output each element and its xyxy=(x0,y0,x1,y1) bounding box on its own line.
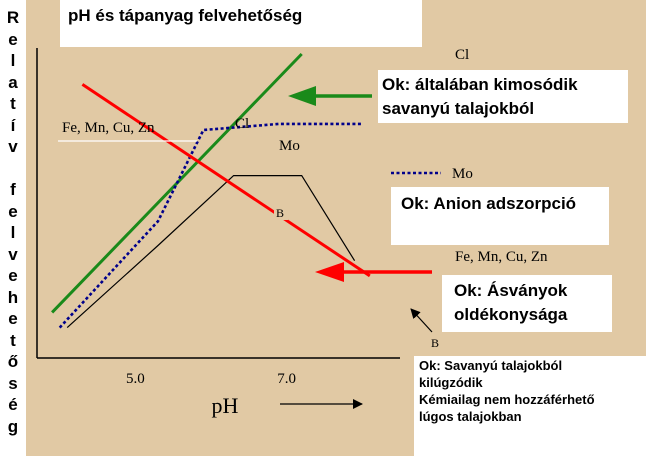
y-axis-label-letter: í xyxy=(10,115,16,135)
legend-fe-label: Fe, Mn, Cu, Zn xyxy=(455,249,548,265)
annotation-ok-fe xyxy=(442,275,612,332)
annotation-ok-cl-line2: savanyú talajokból xyxy=(382,99,535,118)
y-axis-label xyxy=(0,0,26,456)
line-label: B xyxy=(276,206,285,220)
y-axis-label-letter: f xyxy=(10,180,16,199)
line-label: Mo xyxy=(279,138,300,154)
y-axis-label-letter: é xyxy=(8,395,18,414)
line-label: Cl xyxy=(235,116,250,132)
chart-title: pH és tápanyag felvehetőség xyxy=(68,6,303,25)
annotation-ok-cl-line1: Ok: általában kimosódik xyxy=(382,75,578,94)
line-label: Fe, Mn, Cu, Zn xyxy=(62,120,155,136)
y-axis-label-letter: v xyxy=(8,137,18,156)
y-axis-label-letter: R xyxy=(6,8,20,27)
legend-cl-label: Cl xyxy=(455,47,470,63)
annotation-ok-mo xyxy=(391,187,609,245)
y-axis-label-letter: l xyxy=(10,51,16,70)
y-axis-label-letter: v xyxy=(8,244,18,264)
annotation-ok-b-line1: Savanyú talajokból xyxy=(444,358,563,373)
y-axis-label-letter: a xyxy=(8,72,18,92)
annotation-ok-fe-line2: oldékonysága xyxy=(454,305,568,324)
annotation-ok-mo-text: Ok: Anion adszorpció xyxy=(401,194,577,213)
y-axis-label-letter: e xyxy=(8,29,18,49)
axes xyxy=(37,48,400,418)
annotation-ok-b xyxy=(414,356,646,456)
annotation-ok-b-line2: kilúgzódik xyxy=(419,375,483,390)
series-line-fe-mn-cu-zn xyxy=(82,84,369,276)
y-axis-label-letter: t xyxy=(10,330,16,350)
legend-mo-label: Mo xyxy=(452,166,473,182)
y-axis-label-letter: e xyxy=(8,266,18,285)
annotation-ok-b-line4: lúgos talajokban xyxy=(419,409,522,424)
series-line-mo xyxy=(60,124,363,328)
x-tick-label: 5.0 xyxy=(125,371,145,387)
arrow-cl-head xyxy=(288,86,316,106)
y-axis-label-letter: t xyxy=(10,94,16,113)
y-axis-label-letter: l xyxy=(10,223,16,242)
x-tick-label: 7.0 xyxy=(277,371,296,387)
annotation-ok-b-line3: Kémiailag nem hozzáférhető xyxy=(419,392,595,407)
annotation-ok-cl xyxy=(378,70,628,123)
y-axis-label-letter: e xyxy=(8,201,18,221)
legend-b-label: B xyxy=(431,336,440,350)
chart-title-box xyxy=(60,0,422,47)
arrow-b xyxy=(411,309,432,332)
annotation-ok-fe-line1: Ok: Ásványok xyxy=(454,281,568,300)
y-axis-label-letter: s xyxy=(8,373,18,393)
y-axis-label-letter: ő xyxy=(7,352,19,371)
x-axis-title: pH xyxy=(211,393,239,418)
arrow-fe-head xyxy=(315,262,344,282)
y-axis-label-letter: h xyxy=(7,287,19,307)
y-axis-label-letter: g xyxy=(7,416,19,436)
y-axis-label-letter: e xyxy=(8,309,18,328)
annotation-ok-b-prefix: Ok: xyxy=(419,358,441,373)
